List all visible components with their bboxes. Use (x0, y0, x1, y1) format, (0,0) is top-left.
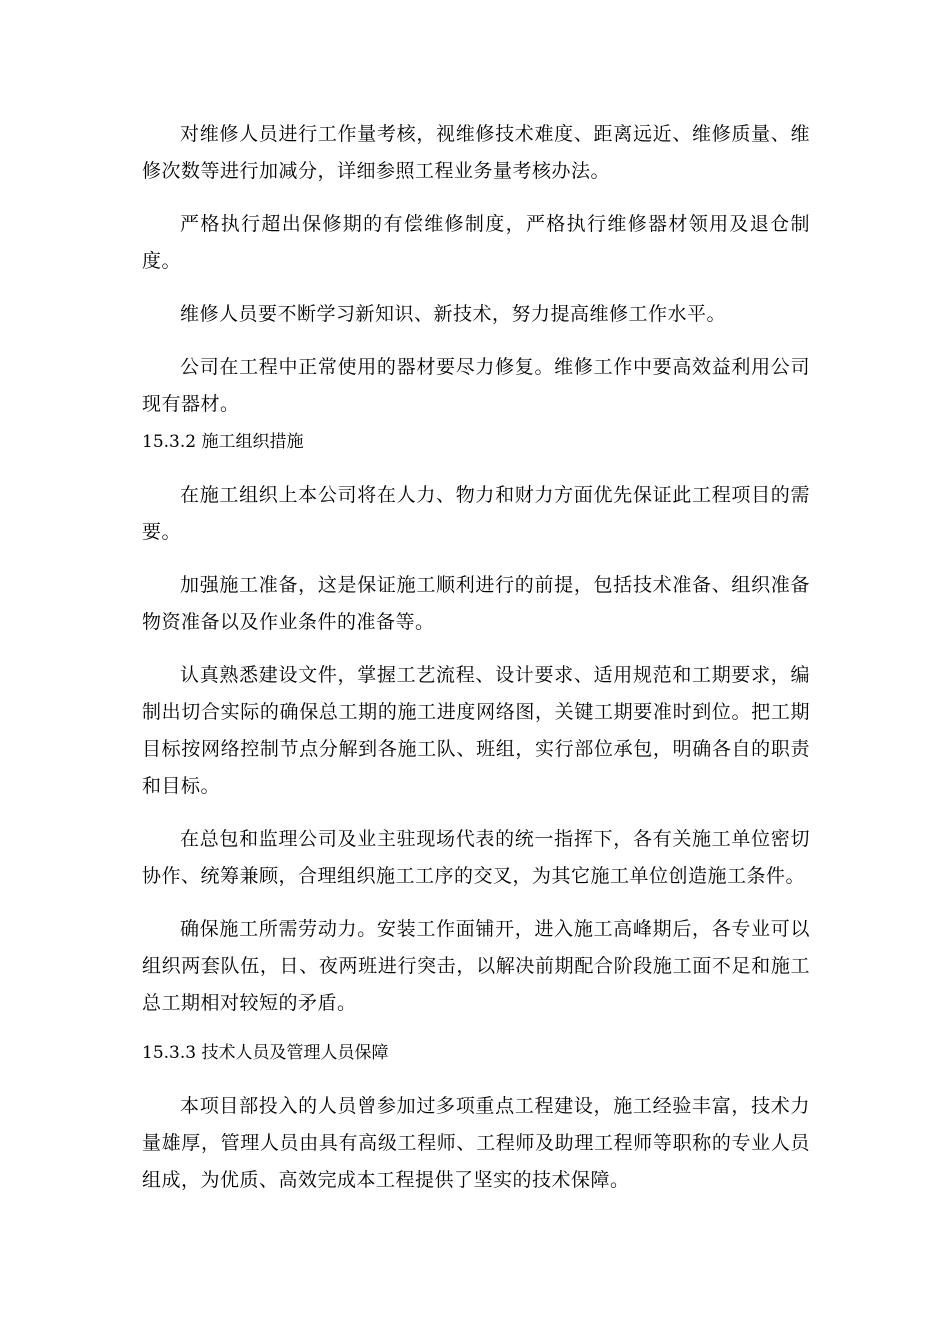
paragraph: 本项目部投入的人员曾参加过多项重点工程建设，施工经验丰富，技术力量雄厚，管理人员由具有高级工程师、工程师及助理工程师等职称的专业人员组成，为优质、高效完成本工程提供了坚实的技术保障。 (142, 1095, 810, 1191)
paragraph: 认真熟悉建设文件，掌握工艺流程、设计要求、适用规范和工期要求，编制出切合实际的确保总工期的施工进度网络图，关键工期要准时到位。把工期目标按网络控制节点分解到各施工队、班组，实行部位承包，明确各自的职责和目标。 (142, 664, 810, 797)
paragraph: 对维修人员进行工作量考核，视维修技术难度、距离远近、维修质量、维修次数等进行加减分，详细参照工程业务量考核办法。 (142, 123, 810, 182)
section-heading: 15.3.3 技术人员及管理人员保障 (142, 1043, 389, 1063)
paragraph: 严格执行超出保修期的有偿维修制度，严格执行维修器材领用及退仓制度。 (142, 213, 810, 272)
paragraph: 公司在工程中正常使用的器材要尽力修复。维修工作中要高效益利用公司现有器材。 (142, 356, 810, 415)
paragraph: 在总包和监理公司及业主驻现场代表的统一指挥下，各有关施工单位密切协作、统筹兼顾，合理组织施工工序的交叉，为其它施工单位创造施工条件。 (142, 828, 810, 887)
paragraph: 在施工组织上本公司将在人力、物力和财力方面优先保证此工程项目的需要。 (142, 484, 810, 543)
paragraph: 加强施工准备，这是保证施工顺利进行的前提，包括技术准备、组织准备物资准备以及作业条件的准备等。 (142, 574, 810, 633)
document-page (142, 116, 810, 1215)
paragraph: 确保施工所需劳动力。安装工作面铺开，进入施工高峰期后，各专业可以组织两套队伍，日、夜两班进行突击，以解决前期配合阶段施工面不足和施工总工期相对较短的矛盾。 (142, 918, 810, 1014)
section-heading: 15.3.2 施工组织措施 (142, 432, 304, 452)
paragraph: 维修人员要不断学习新知识、新技术，努力提高维修工作水平。 (180, 303, 727, 325)
